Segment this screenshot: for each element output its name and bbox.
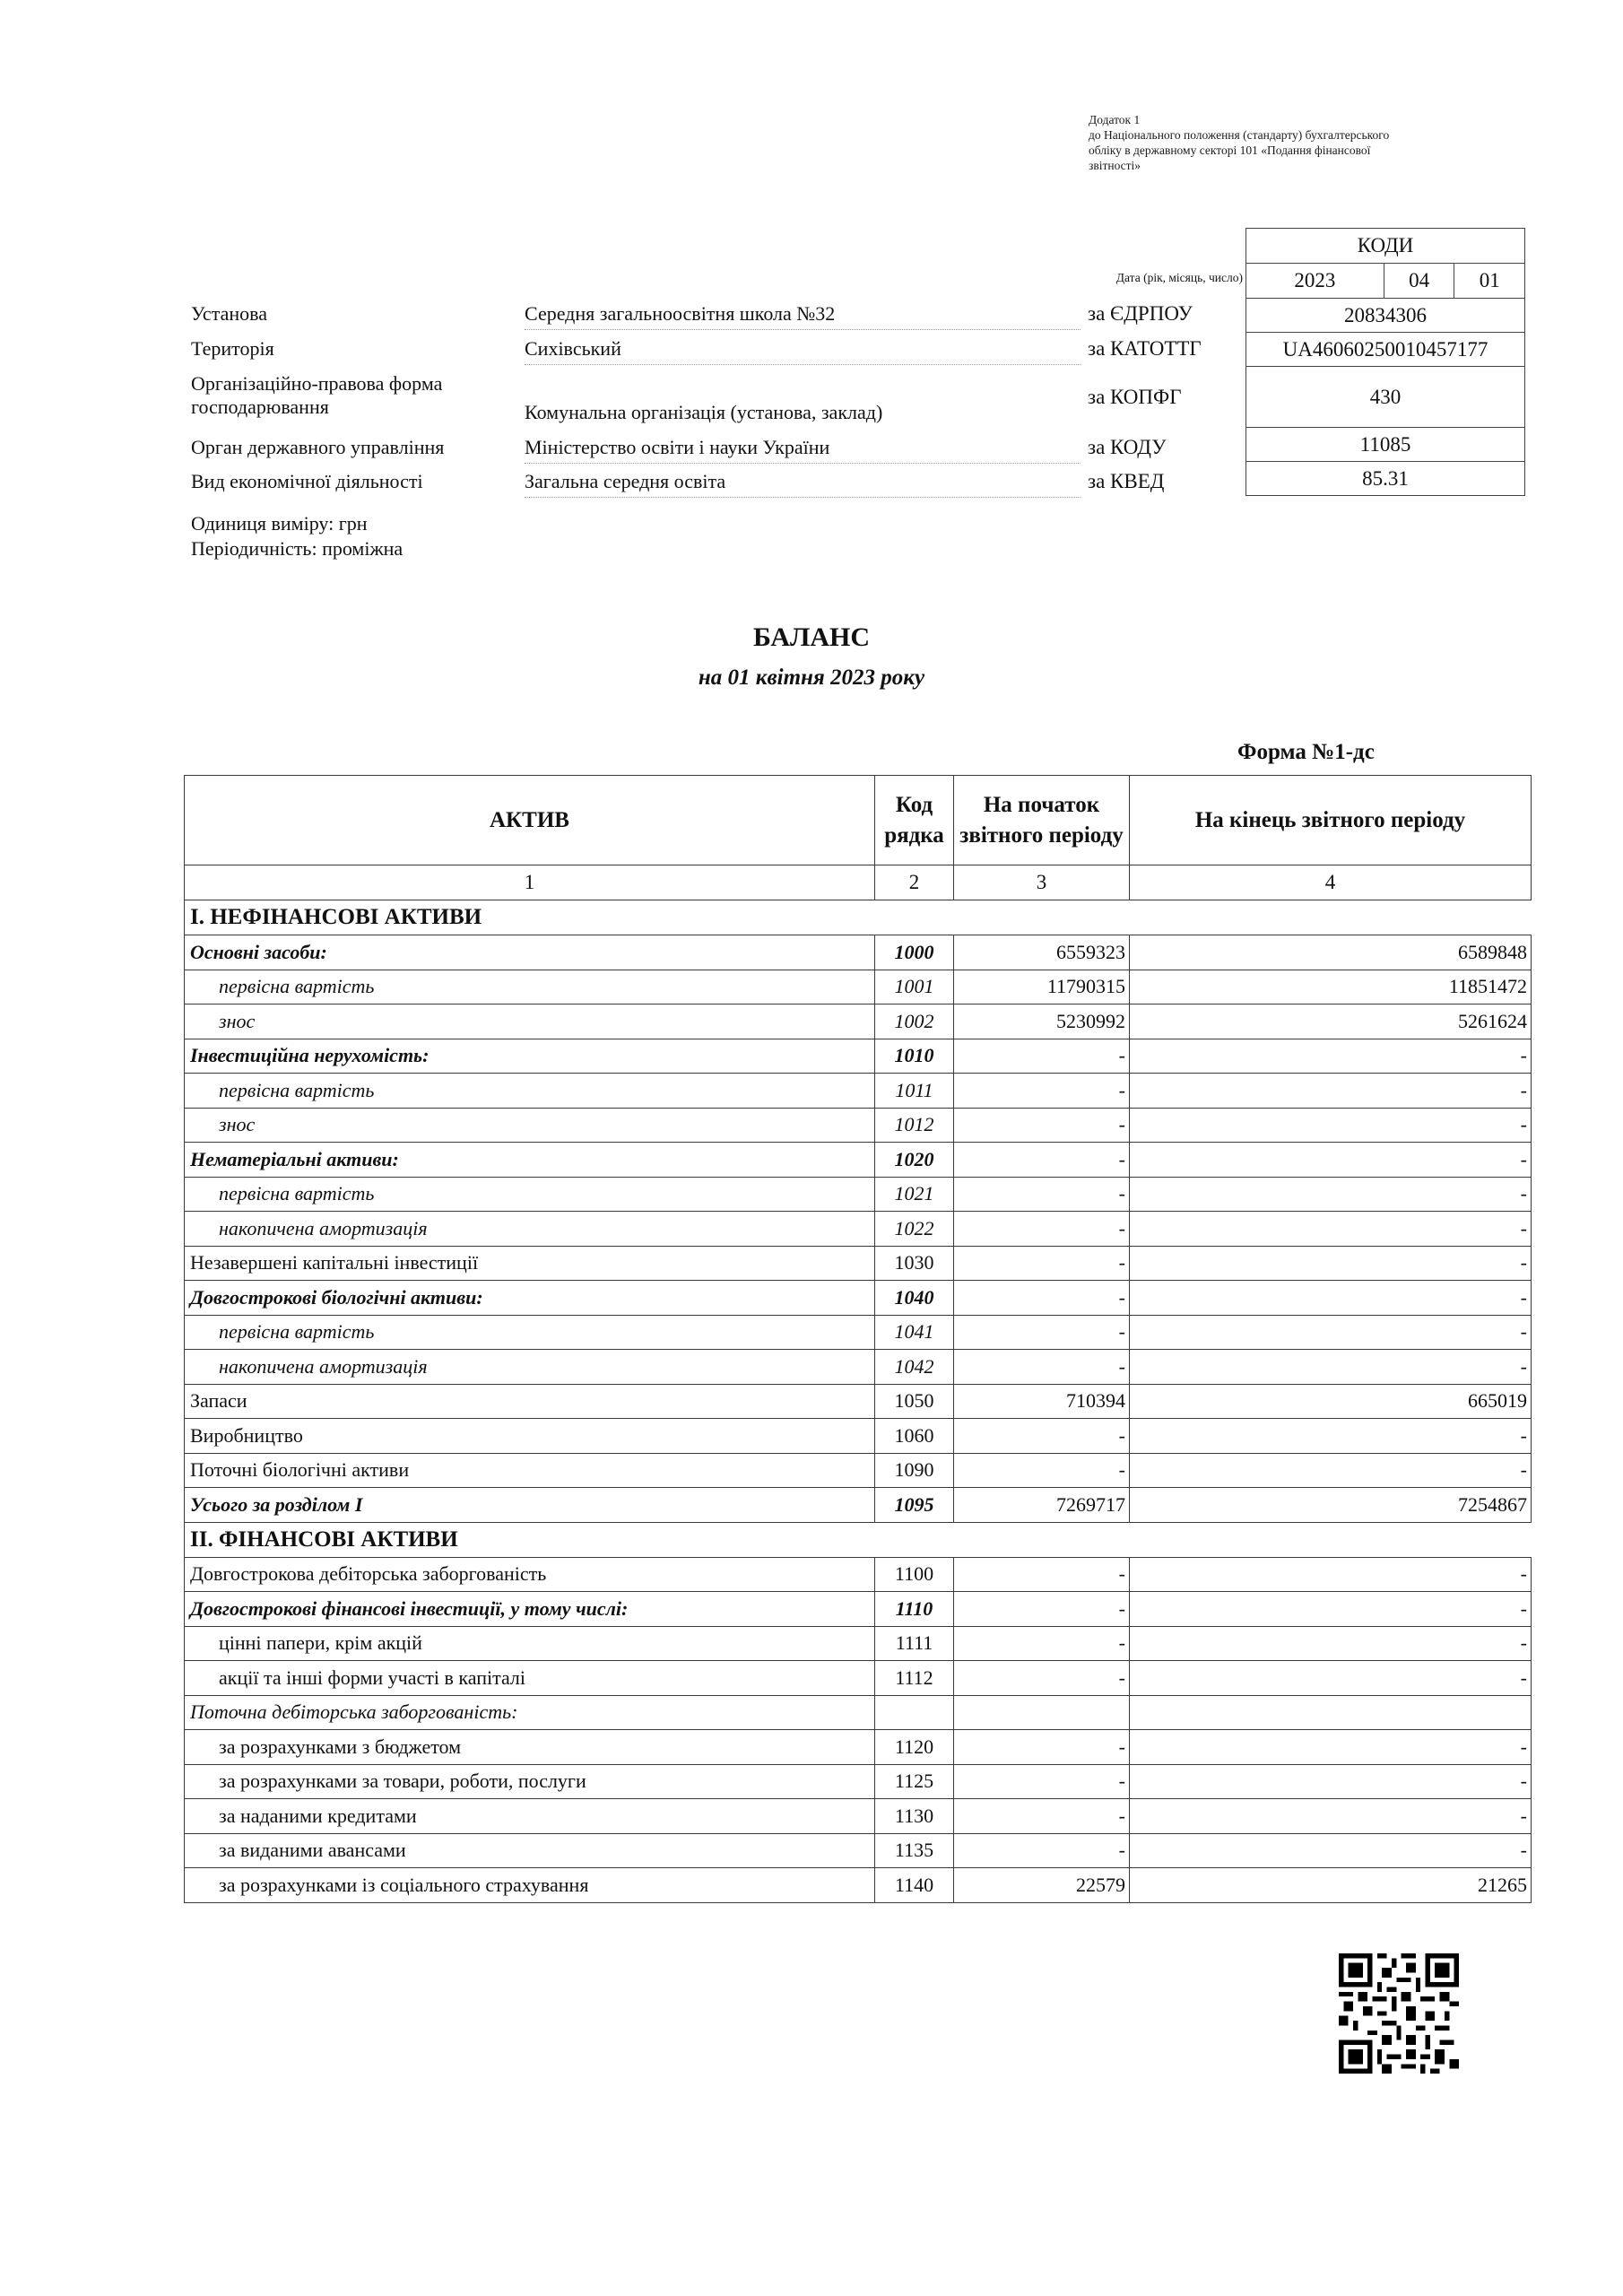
table-row: Запаси 1050 710394 665019: [185, 1384, 1532, 1419]
territory-value: Сихівський: [525, 337, 1081, 365]
table-row: за розрахунками із соціального страхування 1140 22579 21265: [185, 1868, 1532, 1903]
annex-line-4: звітності»: [1089, 159, 1141, 172]
katottg-label: за КАТОТТГ: [1088, 337, 1202, 360]
table-row: Довгострокові фінансові інвестиції, у тому числі: 1110 - -: [185, 1592, 1532, 1627]
legal-form-label-line-2: господарювання: [191, 396, 329, 418]
kodu-label: за КОДУ: [1088, 436, 1167, 458]
code-katottg: UA46060250010457177: [1246, 333, 1525, 367]
code-day: 01: [1454, 264, 1525, 299]
institution-label: Установа: [191, 302, 267, 325]
territory-label: Територія: [191, 337, 274, 360]
table-row: накопичена амортизація 1022 - -: [185, 1212, 1532, 1247]
institution-value: Середня загальноосвітня школа №32: [525, 302, 1081, 330]
table-row: Довгострокові біологічні активи: 1040 - -: [185, 1281, 1532, 1316]
table-row: Довгострокова дебіторська заборгованість 1100 - -: [185, 1557, 1532, 1592]
table-row: накопичена амортизація 1042 - -: [185, 1350, 1532, 1385]
code-year: 2023: [1246, 264, 1384, 299]
qr-code-icon: [1339, 1953, 1459, 2074]
unit-of-measure: Одиниця виміру: грн: [191, 512, 368, 535]
header-end: На кінець звітного періоду: [1130, 776, 1532, 865]
code-edrpou: 20834306: [1246, 299, 1525, 333]
legal-form-label-line-1: Організаційно-правова форма: [191, 372, 443, 395]
table-row: Поточна дебіторська заборгованість:: [185, 1695, 1532, 1730]
table-row: первісна вартість 1001 11790315 11851472: [185, 970, 1532, 1004]
table-row: знос 1012 - -: [185, 1108, 1532, 1143]
activity-value: Загальна середня освіта: [525, 470, 1081, 498]
code-kodu: 11085: [1246, 428, 1525, 462]
header-start: На початок звітного періоду: [954, 776, 1130, 865]
table-row: за розрахунками з бюджетом 1120 - -: [185, 1730, 1532, 1765]
col-number-4: 4: [1130, 865, 1532, 900]
table-row: за наданими кредитами 1130 - -: [185, 1799, 1532, 1834]
table-row: знос 1002 5230992 5261624: [185, 1004, 1532, 1039]
table-row: Основні засоби: 1000 6559323 6589848: [185, 935, 1532, 970]
table-row: первісна вартість 1041 - -: [185, 1315, 1532, 1350]
activity-label: Вид економічної діяльності: [191, 470, 423, 492]
periodicity: Періодичність: проміжна: [191, 537, 404, 560]
document-title: БАЛАНС: [752, 622, 871, 652]
authority-value: Міністерство освіти і науки України: [525, 436, 1081, 464]
code-kopfg: 430: [1246, 367, 1525, 428]
annex-line-1: Додаток 1: [1089, 113, 1141, 126]
legal-form-label: [191, 372, 442, 419]
balance-table: [184, 775, 1532, 1903]
form-number: Форма №1-дс: [1237, 740, 1375, 764]
col-number-1: 1: [185, 865, 875, 900]
header-code: Код рядка: [875, 776, 954, 865]
kopfg-label: за КОПФГ: [1088, 386, 1182, 408]
annex-line-2: до Національного положення (стандарту) бухгалтерського: [1089, 128, 1390, 142]
date-caption: Дата (рік, місяць, число): [1115, 271, 1243, 284]
annex-line-3: обліку в державному секторі 101 «Подання фінансової: [1089, 144, 1371, 157]
table-row: цінні папери, крім акцій 1111 - -: [185, 1626, 1532, 1661]
codes-header: КОДИ: [1246, 229, 1525, 264]
section-2-heading: ІІ. ФІНАНСОВІ АКТИВИ: [185, 1522, 1532, 1557]
codes-table: [1245, 228, 1525, 496]
table-row: за розрахунками за товари, роботи, послуги 1125 - -: [185, 1764, 1532, 1799]
annex-note: [1089, 112, 1510, 173]
table-row: за виданими авансами 1135 - -: [185, 1833, 1532, 1868]
table-row: первісна вартість 1011 - -: [185, 1074, 1532, 1109]
code-month: 04: [1384, 264, 1454, 299]
table-row: Незавершені капітальні інвестиції 1030 - -: [185, 1246, 1532, 1281]
table-row: Інвестиційна нерухомість: 1010 - -: [185, 1039, 1532, 1074]
table-row: акції та інші форми участі в капіталі 1112 - -: [185, 1661, 1532, 1696]
col-number-3: 3: [954, 865, 1130, 900]
col-number-2: 2: [875, 865, 954, 900]
table-row: Виробництво 1060 - -: [185, 1419, 1532, 1454]
header-asset: АКТИВ: [185, 776, 875, 865]
section-1-heading: І. НЕФІНАНСОВІ АКТИВИ: [185, 900, 1532, 935]
kved-label: за КВЕД: [1088, 470, 1165, 492]
code-kved: 85.31: [1246, 462, 1525, 496]
document-date: на 01 квітня 2023 року: [698, 665, 925, 690]
table-row-total: Усього за розділом І 1095 7269717 7254867: [185, 1488, 1532, 1523]
table-row: Нематеріальні активи: 1020 - -: [185, 1143, 1532, 1178]
legal-form-value: Комунальна організація (установа, заклад): [525, 401, 883, 423]
table-row: первісна вартість 1021 - -: [185, 1177, 1532, 1212]
table-row: Поточні біологічні активи 1090 - -: [185, 1453, 1532, 1488]
authority-label: Орган державного управління: [191, 436, 445, 458]
edrpou-label: за ЄДРПОУ: [1088, 302, 1193, 325]
